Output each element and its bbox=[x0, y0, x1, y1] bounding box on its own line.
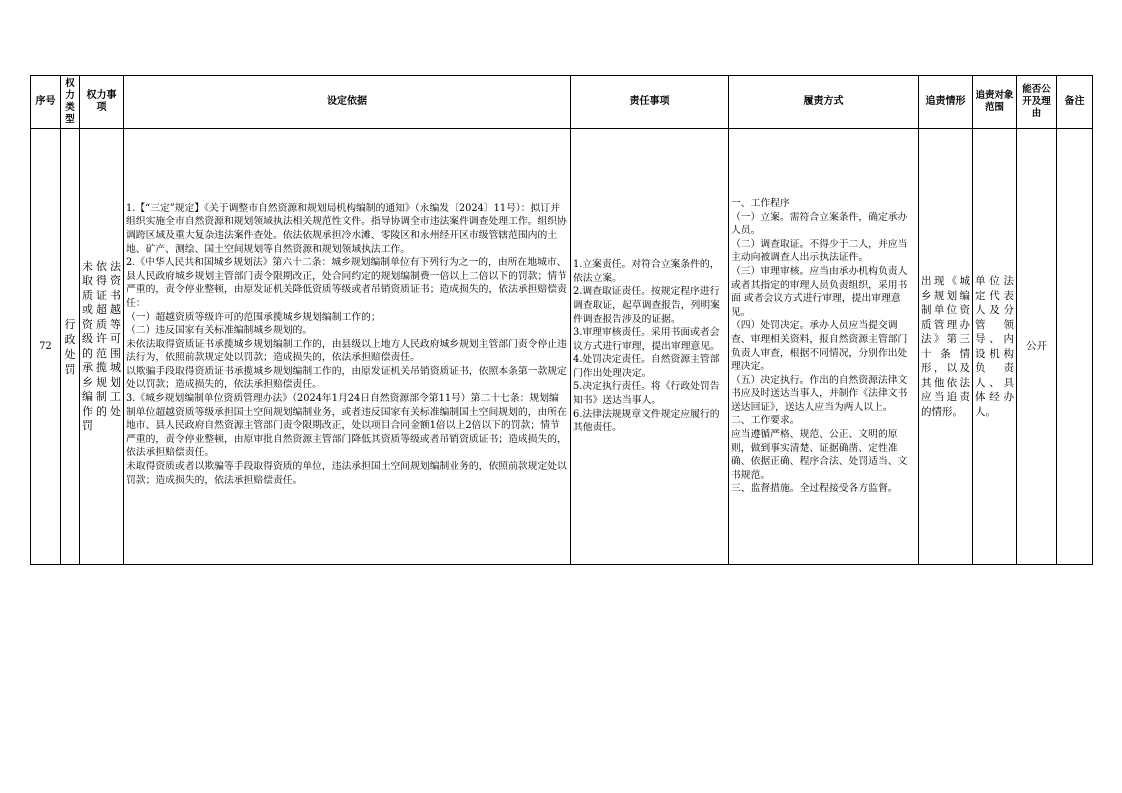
method-item: （四）处罚决定。承办人员应当提交调查、审理相关资料，报自然资源主管部门负责人审查，根据不同情况，分别作出处理决定。 bbox=[731, 320, 908, 373]
method-item: （五）决定执行。作出的自然资源法律文书应及时送达当事人，并制作《法律文书送达回证》，送达人应当为两人以上。 bbox=[731, 374, 908, 413]
method-item: （三）审理审核。应当由承办机构负责人或者其指定的审理人员负责组织，采用书面 或者会议方式进行审理，提出审理意见。 bbox=[731, 265, 908, 318]
responsibility-item: 5.决定执行责任。将《行政处罚告知书》送达当事人。 bbox=[573, 381, 720, 407]
cell-power-item: 未依法取得资质证书或超越资质等级许可的范围承揽城乡规划编制工作的处罚 bbox=[80, 129, 124, 565]
header-row bbox=[31, 76, 1093, 129]
header-accountability: 追责情形 bbox=[919, 76, 973, 129]
responsibility-item: 4.处罚决定责任。自然资源主管部门作出处理决定。 bbox=[573, 354, 720, 379]
cell-seq: 72 bbox=[31, 129, 61, 565]
power-responsibility-table bbox=[30, 75, 1093, 565]
cell-responsibility bbox=[571, 129, 729, 565]
cell-remark bbox=[1057, 129, 1093, 565]
basis-paragraph: 未取得资质或者以欺骗等手段取得资质的单位，违法承担国土空间规划编制业务的，依照前款规定处以罚款；造成损失的，依法承担赔偿责任。 bbox=[126, 461, 567, 486]
cell-disclosure: 公开 bbox=[1017, 129, 1057, 565]
basis-paragraph: 未依法取得资质证书承揽城乡规划编制工作的，由县级以上地方人民政府城乡规划主管部门责令停止违法行为，依照前款规定处以罚款；造成损失的，依法承担赔偿责任。 bbox=[126, 338, 567, 364]
method-item: 一、工作程序 bbox=[731, 197, 790, 209]
header-method: 履责方式 bbox=[729, 76, 919, 129]
responsibility-item: 1.立案责任。对符合立案条件的，依法立案。 bbox=[573, 259, 720, 284]
basis-paragraph: 1.【“三定”规定】《关于调整市自然资源和规划局机构编制的通知》（永编发〔2024〕11号）：拟订并组织实施全市自然资源和规划领域执法相关规范性文件。指导协调全市违法案件调查处理工作。组织协调跨区域及重大复杂违法案件查处。依法依规承担冷水滩、零陵区和永州经开区市级管辖范围内的土地、矿产、测绘、国土空间规划等自然资源和规划领域执法工作。 bbox=[126, 202, 567, 255]
cell-power-type: 行政处罚 bbox=[61, 129, 80, 565]
basis-paragraph: （二）违反国家有关标准编制城乡规划的。 bbox=[126, 325, 313, 337]
responsibility-item: 2.调查取证责任。按规定程序进行调查取证，起草调查报告，列明案件调查报告涉及的证据。 bbox=[573, 286, 720, 325]
header-basis: 设定依据 bbox=[124, 76, 571, 129]
cell-accountability: 出现《城乡规划编制单位资质管理办法》第三十条情形，以及其他依法应当追责的情形。 bbox=[919, 129, 973, 565]
responsibility-item: 3.审理审核责任。采用书面或者会议方式进行审理，提出审理意见。 bbox=[573, 327, 720, 352]
method-item: （一）立案。需符合立案条件，确定承办人员。 bbox=[731, 211, 908, 237]
header-power-type: 权力类型 bbox=[61, 76, 80, 129]
basis-paragraph: 2.《中华人民共和国城乡规划法》第六十二条：城乡规划编制单位有下列行为之一的，由所在地城市、县人民政府城乡规划主管部门责令限期改正，处合同约定的规划编制费一倍以上二倍以下的罚款；情节严重的，责令停业整顿，由原发证机关降低资质等级或者吊销资质证书；造成损失的，依法承担赔偿责任： bbox=[126, 257, 567, 309]
cell-basis bbox=[124, 129, 571, 565]
header-remark: 备注 bbox=[1057, 76, 1093, 129]
basis-paragraph: 3.《城乡规划编制单位资质管理办法》（2024年1月24日自然资源部令第11号）第二十七条：规划编制单位超越资质等级承担国土空间规划编制业务，或者违反国家有关标准编制国土空间规划的，由所在地市、县人民政府自然资源主管部门责令限期改正，处以项目合同金额1倍以上2倍以下的罚款；情节严重的，责令停业整顿，由原审批自然资源主管部门降低其资质等级或者吊销资质证书；造成损失的，依法承担赔偿责任。 bbox=[126, 393, 567, 459]
header-seq: 序号 bbox=[31, 76, 61, 129]
table-row bbox=[31, 129, 1093, 565]
method-item: 二、工作要求。 bbox=[731, 415, 800, 427]
header-responsibility: 责任事项 bbox=[571, 76, 729, 129]
header-disclosure: 能否公开及理由 bbox=[1017, 76, 1057, 129]
basis-paragraph: （一）超越资质等级许可的范围承揽城乡规划编制工作的； bbox=[126, 311, 381, 323]
responsibility-item: 6.法律法规规章文件规定应履行的其他责任。 bbox=[573, 408, 720, 434]
method-item: （二）调查取证。不得少于二人，并应当主动向被调查人出示执法证件。 bbox=[731, 238, 908, 264]
cell-target: 单位法定代表人及分管领导、内设机构负责人、具体经办人。 bbox=[973, 129, 1017, 565]
basis-paragraph: 以欺骗手段取得资质证书承揽城乡规划编制工作的，由原发证机关吊销资质证书，依照本条第一款规定处以罚款；造成损失的，依法承担赔偿责任。 bbox=[126, 365, 567, 391]
header-target: 追责对象范围 bbox=[973, 76, 1017, 129]
cell-method bbox=[729, 129, 919, 565]
header-power-item: 权力事项 bbox=[80, 76, 124, 129]
method-item: 三、监督措施。全过程接受各方监督。 bbox=[731, 483, 898, 495]
method-item: 应当遵循严格、规范、公正、文明的原则，做到事实清楚、证据确凿、定性准确、依据正确、程序合法、处罚适当、文书规范。 bbox=[731, 429, 908, 481]
